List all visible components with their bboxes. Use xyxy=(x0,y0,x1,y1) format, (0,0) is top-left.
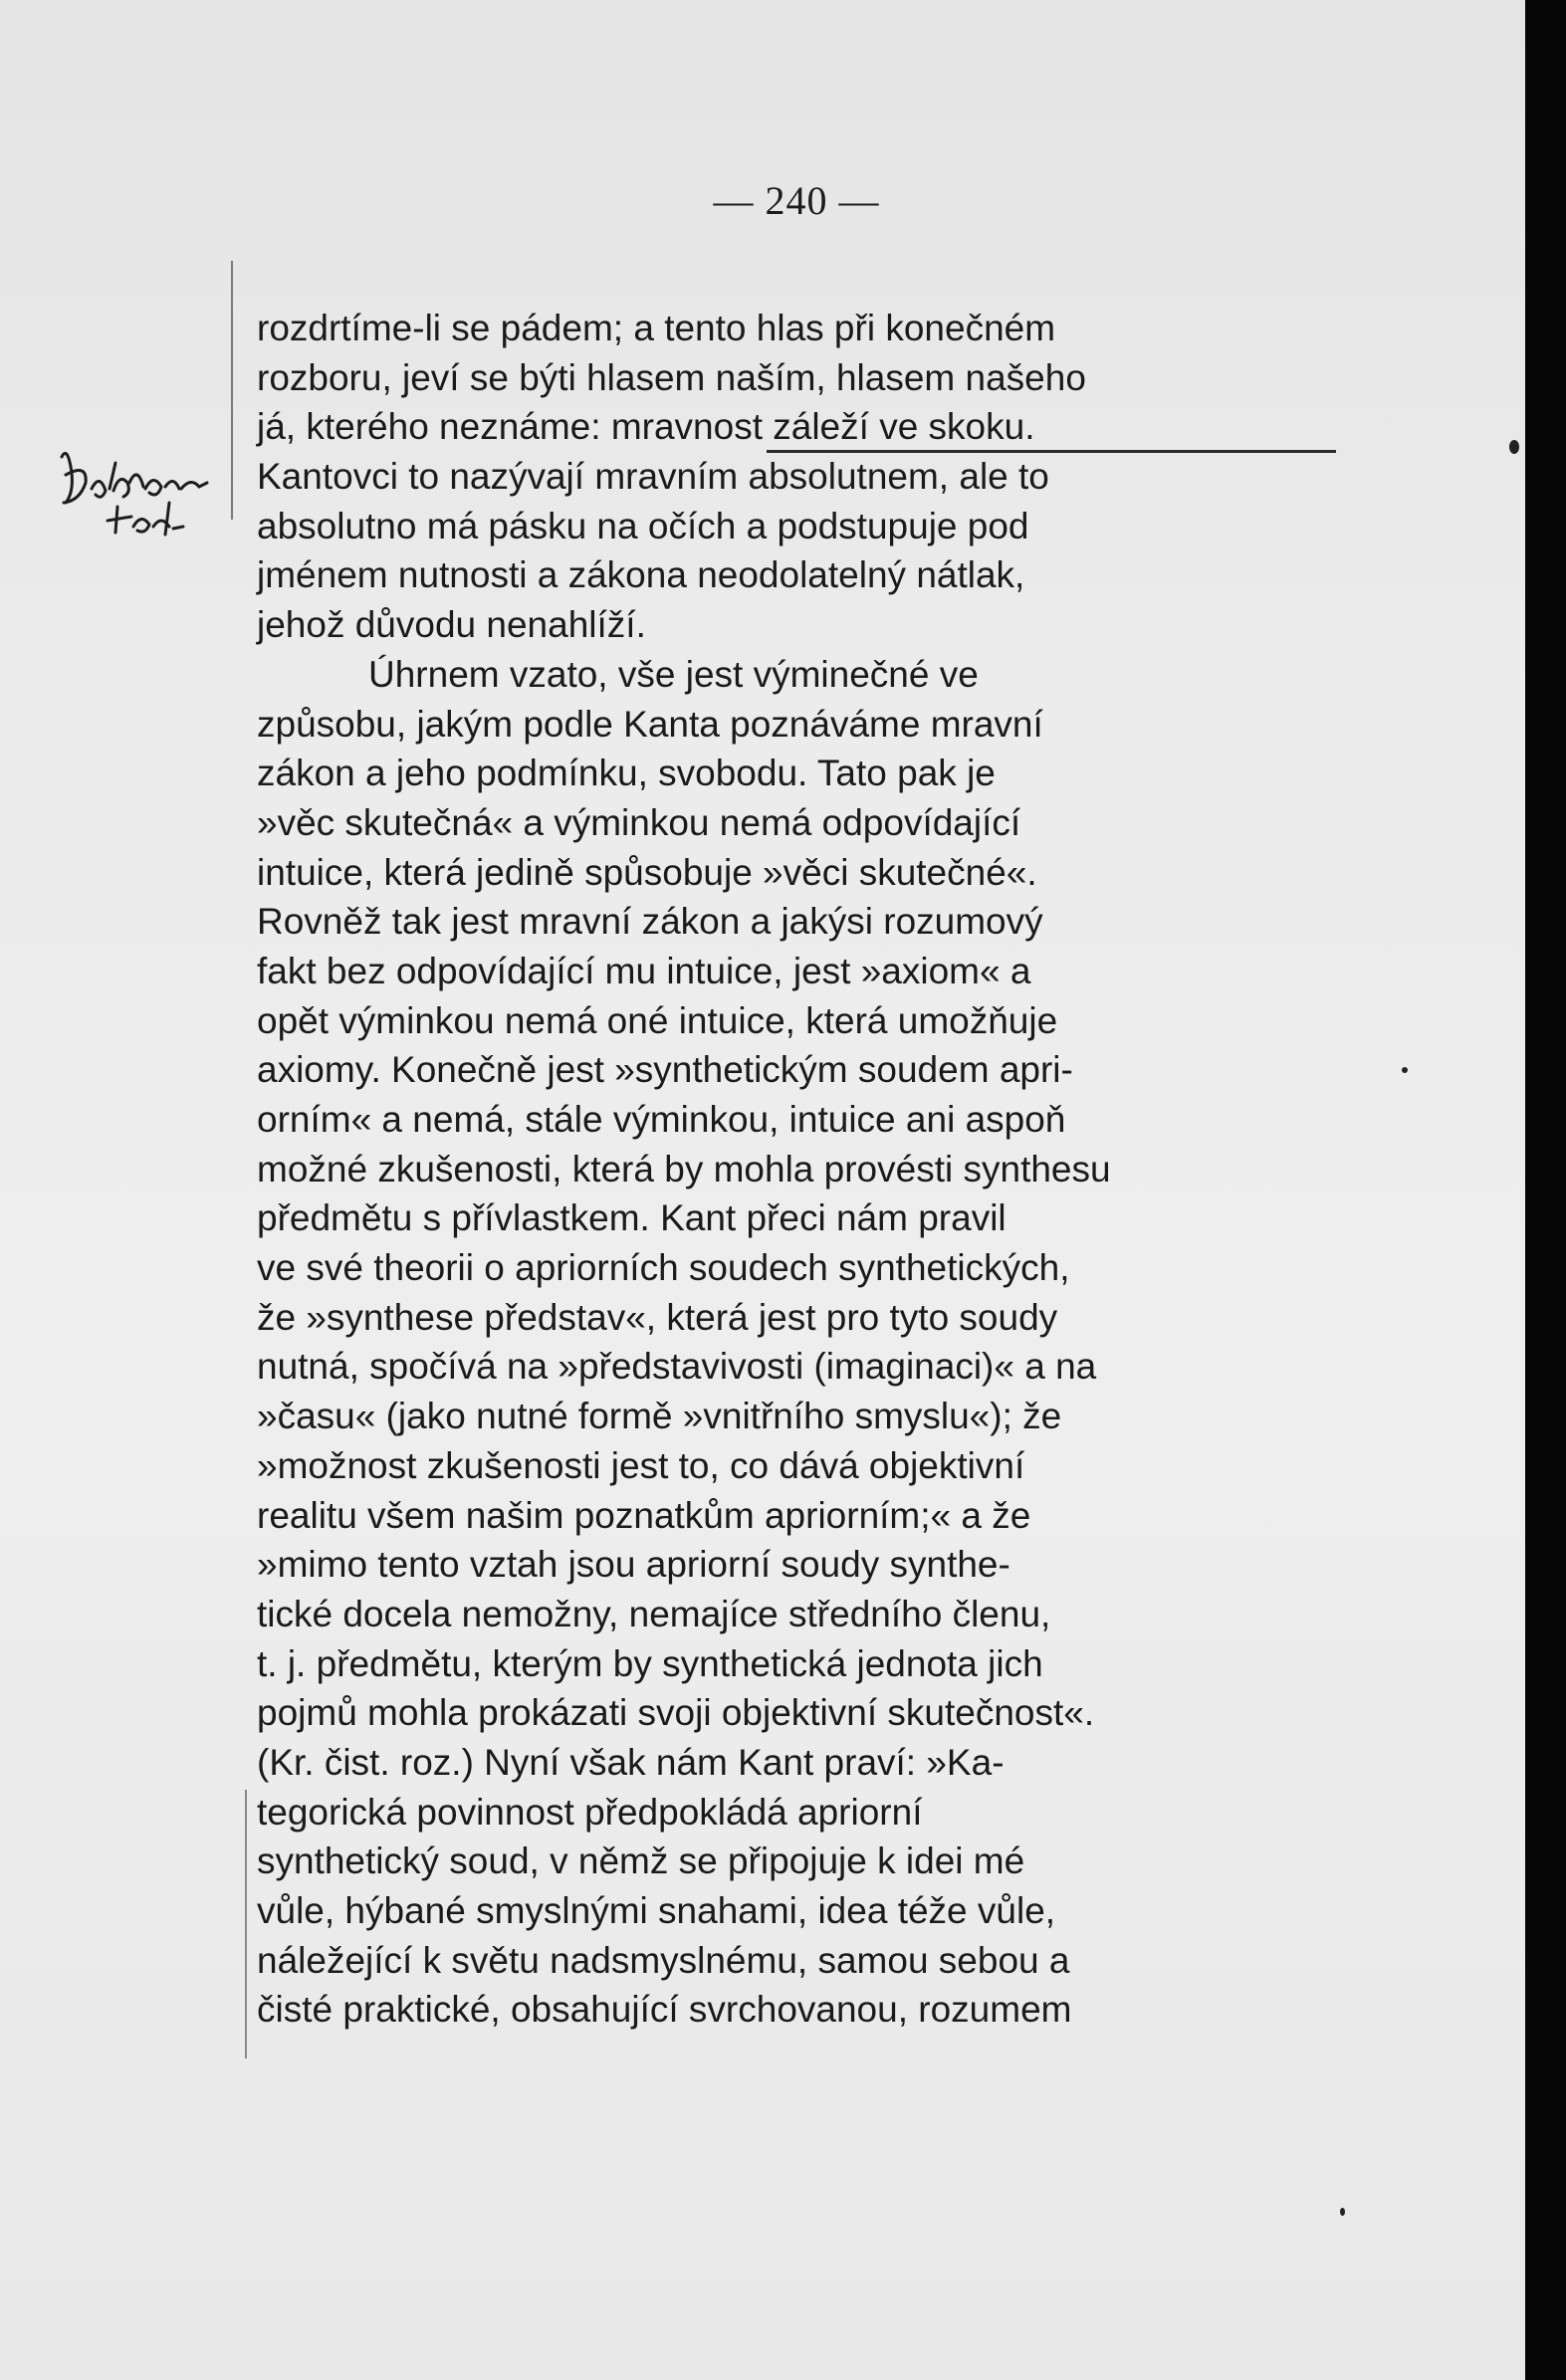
page-number: — 240 — xyxy=(713,178,880,223)
text-line: intuice, která jedině spůsobuje »věci skutečné«. xyxy=(257,851,1037,893)
text-line: (Kr. čist. roz.) Nyní však nám Kant praví: »Ka- xyxy=(257,1741,1005,1783)
scan-border xyxy=(1525,0,1566,2380)
text-line: možné zkušenosti, která by mohla provésti synthesu xyxy=(257,1148,1111,1190)
text-line: fakt bez odpovídající mu intuice, jest »axiom« a xyxy=(257,950,1031,991)
text-line: Kantovci to nazývají mravním absolutnem, ale to xyxy=(257,456,1049,498)
text-line: rozboru, jeví se býti hlasem naším, hlasem našeho xyxy=(257,356,1086,398)
text-line: orním« a nemá, stále výminkou, intuice ani aspoň xyxy=(257,1099,1066,1140)
text-line: zákon a jeho podmínku, svobodu. Tato pak je xyxy=(257,753,996,794)
text-line: že »synthese představ«, která jest pro tyto soudy xyxy=(257,1296,1058,1338)
text-line: ve své theorii o apriorních soudech synthetických, xyxy=(257,1247,1070,1289)
text-line: Rovněž tak jest mravní zákon a jakýsi rozumový xyxy=(257,901,1043,943)
text-line: synthetický soud, v němž se připojuje k idei mé xyxy=(257,1840,1025,1882)
text-line: axiomy. Konečně jest »synthetickým soudem apri- xyxy=(257,1049,1073,1091)
ink-speck xyxy=(1509,440,1519,454)
text-line: jménem nutnosti a zákona neodolatelný nátlak, xyxy=(257,554,1025,596)
text-line: »mimo tento vztah jsou apriorní soudy synthe- xyxy=(257,1544,1010,1586)
text-line: čisté praktické, obsahující svrchovanou, rozumem xyxy=(257,1989,1072,2031)
text-line: opět výminkou nemá oné intuice, která umožňuje xyxy=(257,999,1058,1041)
text-line: způsobu, jakým podle Kanta poznáváme mravní xyxy=(257,703,1043,745)
text-line: náležející k světu nadsmyslnému, samou sebou a xyxy=(257,1939,1070,1981)
text-line: »věc skutečná« a výminkou nemá odpovídající xyxy=(257,801,1021,843)
text-line: já, kterého neznáme: mravnost záleží ve skoku. xyxy=(257,406,1035,448)
text-line: t. j. předmětu, kterým by synthetická jednota jich xyxy=(257,1642,1043,1684)
text-line: pojmů mohla prokázati svoji objektivní skutečnost«. xyxy=(257,1692,1095,1734)
text-line: »času« (jako nutné formě »vnitřního smyslu«); že xyxy=(257,1396,1062,1437)
text-line: vůle, hýbané smyslnými snahami, idea téže vůle, xyxy=(257,1890,1056,1931)
margin-pencil-line-lower xyxy=(245,1790,247,2058)
text-line: »možnost zkušenosti jest to, co dává objektivní xyxy=(257,1444,1025,1486)
text-line: absolutno má pásku na očích a podstupuje pod xyxy=(257,505,1029,546)
text-line: Úhrnem vzato, vše jest výminečné ve xyxy=(368,653,979,695)
text-line: tegorická povinnost předpokládá apriorní xyxy=(257,1791,923,1833)
ink-speck xyxy=(1402,1067,1408,1073)
text-line: předmětu s přívlastkem. Kant přeci nám pravil xyxy=(257,1197,1007,1239)
handwritten-margin-note xyxy=(58,443,237,552)
ink-speck xyxy=(1340,2208,1345,2216)
text-line: realitu všem našim poznatkům apriorním;« a že xyxy=(257,1494,1031,1536)
body-text xyxy=(257,304,1350,2035)
text-line: tické docela nemožny, nemajíce středního členu, xyxy=(257,1593,1051,1634)
text-line: rozdrtíme-li se pádem; a tento hlas při konečném xyxy=(257,308,1056,348)
text-line: nutná, spočívá na »představivosti (imaginaci)« a na xyxy=(257,1346,1097,1388)
text-line: jehož důvodu nenahlíží. xyxy=(257,604,646,646)
